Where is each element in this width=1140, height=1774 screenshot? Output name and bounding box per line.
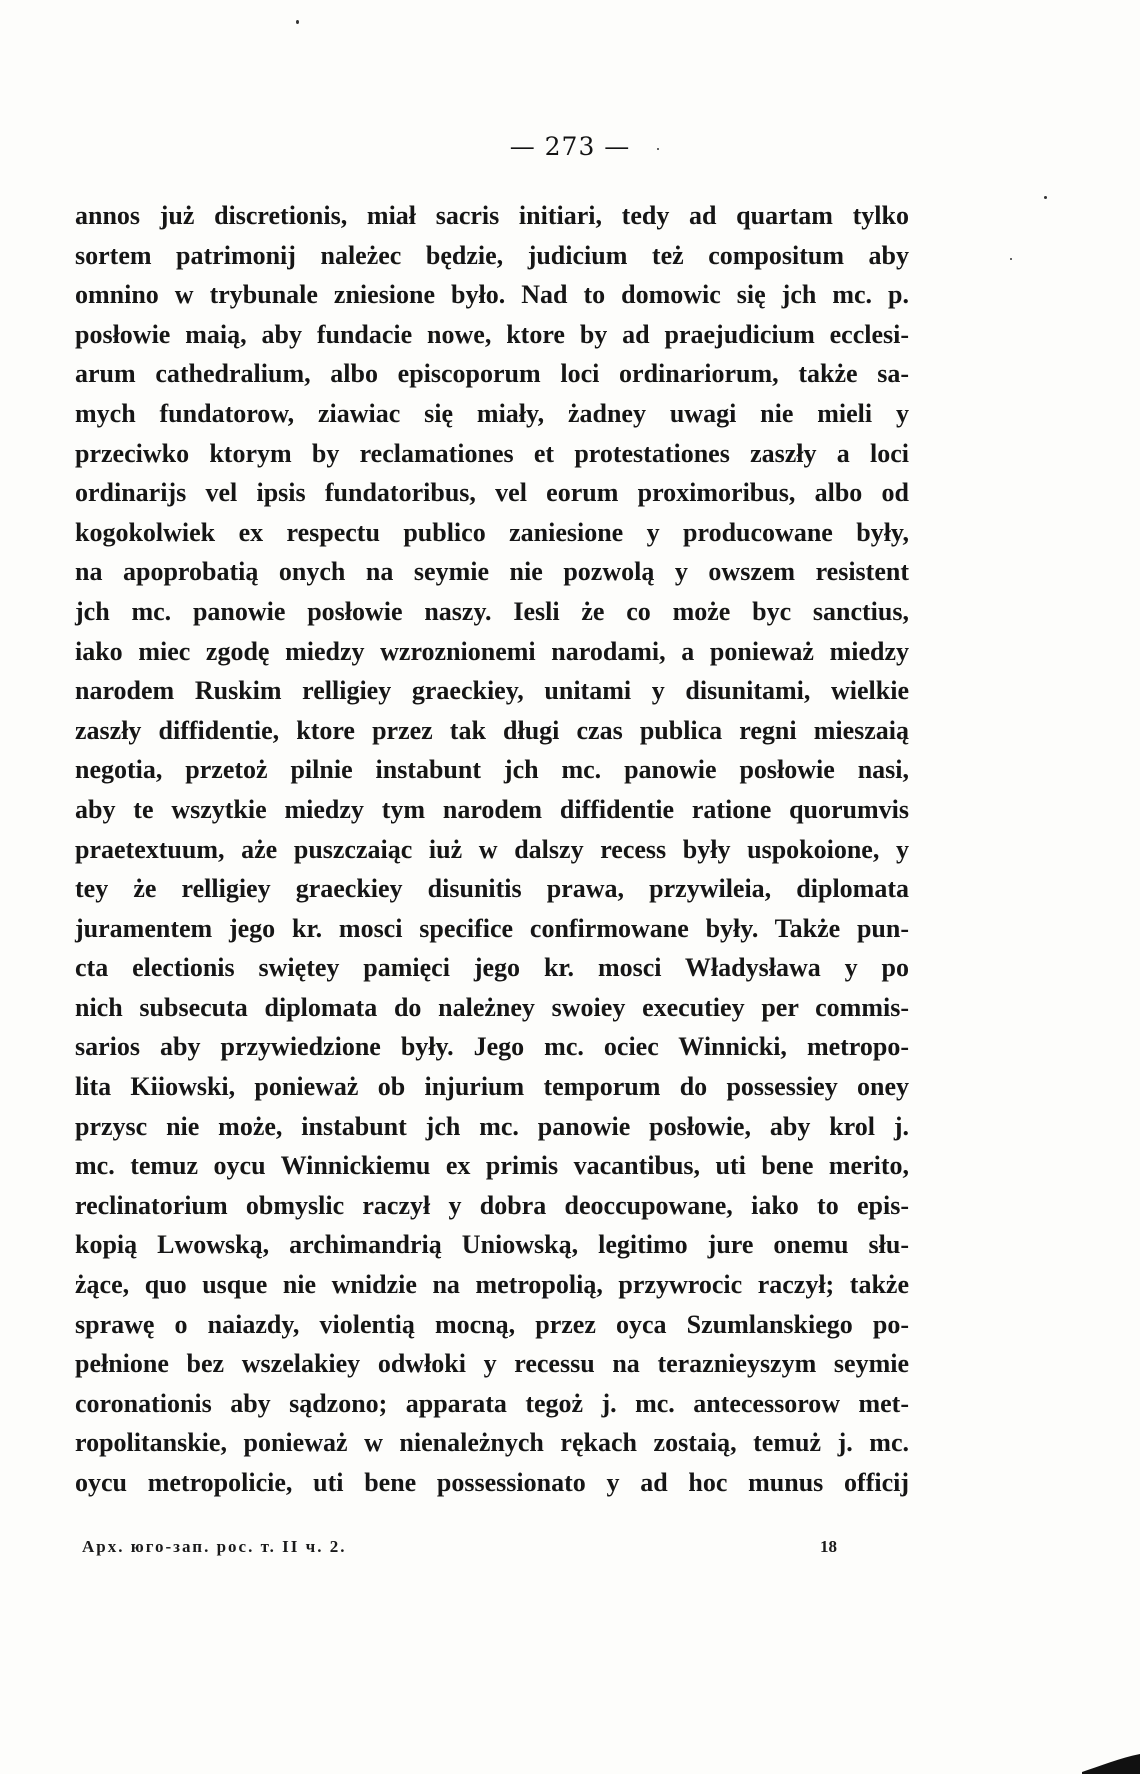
text-line: na apoprobatią onych na seymie nie pozwolą y owszem resistent (75, 557, 909, 587)
text-line: pełnione bez wszelakiey odwłoki y recessu na teraznieyszym seymie (75, 1349, 909, 1379)
text-line: reclinatorium obmyslic raczył y dobra deoccupowane, iako to epis- (75, 1190, 909, 1220)
text-line: sortem patrimonij należec będzie, judicium też compositum aby (75, 240, 909, 270)
text-line: praetextuum, aże puszczaiąc iuż w dalszy recess były uspokoione, y (75, 834, 909, 864)
text-line: posłowie maią, aby fundacie nowe, ktore by ad praejudicium ecclesi- (75, 319, 909, 349)
scan-speck (1044, 196, 1047, 199)
sheet-number: 18 (820, 1537, 837, 1556)
text-line: annos już discretionis, miał sacris initiari, tedy ad quartam tylko (75, 201, 909, 230)
text-line: iako miec zgodę miedzy wzroznionemi narodami, a ponieważ miedzy (75, 636, 909, 666)
text-line: oycu metropolicie, uti bene possessionato y ad hoc munus officij (75, 1468, 909, 1497)
text-line: aby te wszytkie miedzy tym narodem diffidentie ratione quorumvis (75, 794, 909, 824)
page-number: — 273 — (509, 132, 631, 161)
text-line: kopią Lwowską, archimandrią Uniowską, legitimo jure onemu słu- (75, 1230, 909, 1260)
text-line: juramentem jego kr. mosci specifice confirmowane były. Także pun- (75, 913, 909, 943)
body-text (75, 196, 909, 1503)
text-line: mc. temuz oycu Winnickiemu ex primis vacantibus, uti bene merito, (75, 1151, 909, 1181)
signature-mark: Арх. юго-зап. рос. т. II ч. 2. (82, 1537, 347, 1556)
text-line: narodem Ruskim relligiey graeckiey, unitami y disunitami, wielkie (75, 676, 909, 706)
text-line: lita Kiiowski, ponieważ ob injurium temporum do possessiey oney (75, 1072, 909, 1102)
text-line: przysc nie może, instabunt jch mc. panowie posłowie, aby krol j. (75, 1111, 909, 1141)
text-line: zaszły diffidentie, ktore przez tak długi czas publica regni mieszaią (75, 715, 909, 745)
text-line: cta electionis swiętey pamięci jego kr. mosci Władysława y po (75, 953, 909, 983)
text-line: ropolitanskie, ponieważ w nienależnych rękach zostaią, temuż j. mc. (75, 1428, 909, 1458)
text-line: żące, quo usque nie wnidzie na metropolią, przywrocic raczył; także (75, 1270, 909, 1300)
text-line: mych fundatorow, ziawiac się miały, żadney uwagi nie mieli y (75, 398, 909, 428)
text-line: ordinarijs vel ipsis fundatoribus, vel eorum proximoribus, albo od (75, 478, 909, 508)
text-line: kogokolwiek ex respectu publico zaniesione y producowane były, (75, 517, 909, 547)
text-line: przeciwko ktorym by reclamationes et protestationes zaszły a loci (75, 438, 909, 468)
text-line: negotia, przetoż pilnie instabunt jch mc. panowie posłowie nasi, (75, 755, 909, 785)
text-line: coronationis aby sądzono; apparata tegoż j. mc. antecessorow met- (75, 1388, 909, 1418)
text-line: nich subsecuta diplomata do należney swoiey executiey per commis- (75, 992, 909, 1022)
scan-speck (657, 148, 659, 150)
text-line: tey że relligiey graeckiey disunitis prawa, przywileia, diplomata (75, 874, 909, 904)
text-line: arum cathedralium, albo episcoporum loci ordinariorum, także sa- (75, 359, 909, 389)
scan-speck (296, 20, 299, 24)
page-curl-shadow (1080, 1752, 1140, 1774)
text-line: omnino w trybunale zniesione było. Nad to domowic się jch mc. p. (75, 280, 909, 310)
text-line: sarios aby przywiedzione były. Jego mc. ociec Winnicki, metropo- (75, 1032, 909, 1062)
text-line: sprawę o naiazdy, violentią mocną, przez oyca Szumlanskiego po- (75, 1309, 909, 1339)
text-line: jch mc. panowie posłowie naszy. Iesli że co może byc sanctius, (75, 596, 909, 626)
scan-speck (1010, 258, 1012, 260)
